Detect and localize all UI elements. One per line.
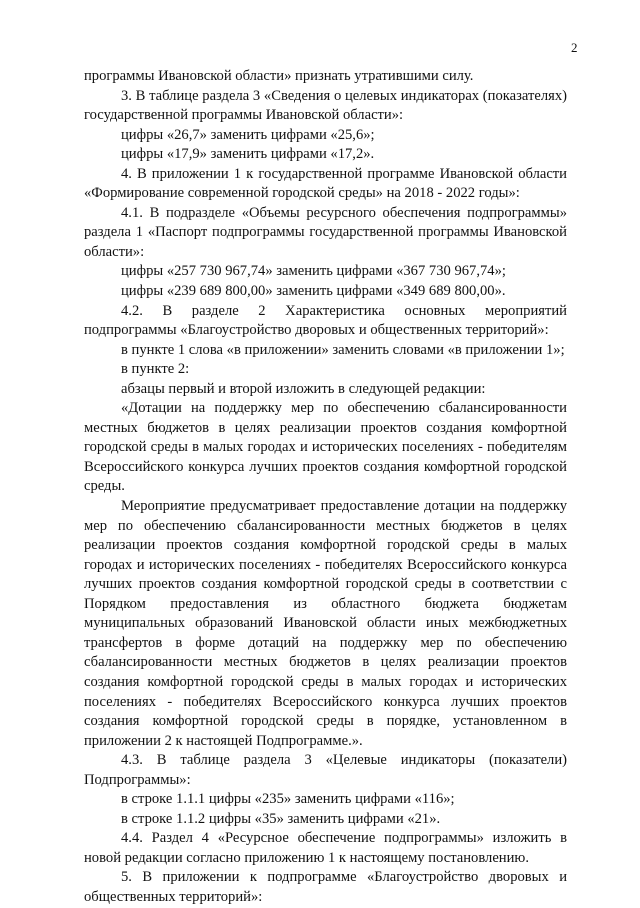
paragraph: программы Ивановской области» признать утратившими силу. [84, 68, 474, 84]
paragraph: 5. В приложении к подпрограмме «Благоустройство дворовых и общественных территорий»: [84, 869, 567, 905]
paragraph: 3. В таблице раздела 3 «Сведения о целевых индикаторах (показателях) государственной программы Ивановской области»: [84, 87, 567, 124]
paragraph: цифры «239 689 800,00» заменить цифрами «349 689 800,00». [121, 283, 506, 300]
paragraph: 4.2. В разделе 2 Характеристика основных мероприятий подпрограммы «Благоустройство дворовых и общественных территорий»: [84, 302, 567, 339]
paragraph: в пункте 1 слова «в приложении» заменить словами «в приложении 1»; [121, 341, 565, 358]
paragraph: цифры «257 730 967,74» заменить цифрами «367 730 967,74»; [121, 263, 506, 280]
paragraph: 4. В приложении 1 к государственной программе Ивановской области «Формирование современной городской среды» на 2018 - 2022 годы»: [84, 165, 567, 202]
quoted-paragraph: Мероприятие предусматривает предоставление дотации на поддержку мер по обеспечению сбалансированности местных бюджетов в целях реализации проектов создания комфортной городской среды в малых городах и исторических поселениях - победителях Всероссийского конкурса лучших проектов создания комфортной городской среды в соответствии с Порядком предоставления из областного бюджета бюджетам муниципальных образований Ивановской области иных межбюджетных трансфертов в форме дотаций на поддержку мер по обеспечению сбалансированности местных бюджетов в целях реализации проектов создания комфортной городской среды в малых городах и исторических поселениях - победителях Всероссийского конкурса лучших проектов создания комфортной городской среды в порядке, установленном в приложении 2 к настоящей Подпрограмме.». [84, 498, 567, 749]
paragraph: 4.3. В таблице раздела 3 «Целевые индикаторы (показатели) Подпрограммы»: [84, 752, 567, 788]
paragraph: в строке 1.1.1 цифры «235» заменить цифрами «116»; [121, 791, 455, 808]
paragraph: в пункте 2: [121, 361, 190, 378]
document-body [84, 67, 567, 908]
paragraph: цифры «26,7» заменить цифрами «25,6»; [121, 126, 375, 143]
paragraph: в строке 1.1.2 цифры «35» заменить цифрами «21». [121, 810, 441, 827]
paragraph: абзацы первый и второй изложить в следующей редакции: [121, 380, 486, 397]
paragraph: цифры «17,9» заменить цифрами «17,2». [121, 146, 375, 163]
paragraph: 4.4. Раздел 4 «Ресурсное обеспечение подпрограммы» изложить в новой редакции согласно приложению 1 к настоящему постановлению. [84, 830, 567, 866]
quoted-paragraph: «Дотации на поддержку мер по обеспечению сбалансированности местных бюджетов в целях реализации проектов создания комфортной городской среды в малых городах и исторических поселениях - победителям Всероссийского конкурса лучших проектов создания комфортной городской среды. [84, 400, 567, 495]
page-number: 2 [571, 40, 578, 55]
paragraph: 4.1. В подразделе «Объемы ресурсного обеспечения подпрограммы» раздела 1 «Паспорт подпрограммы государственной программы Ивановской области»: [84, 204, 567, 260]
